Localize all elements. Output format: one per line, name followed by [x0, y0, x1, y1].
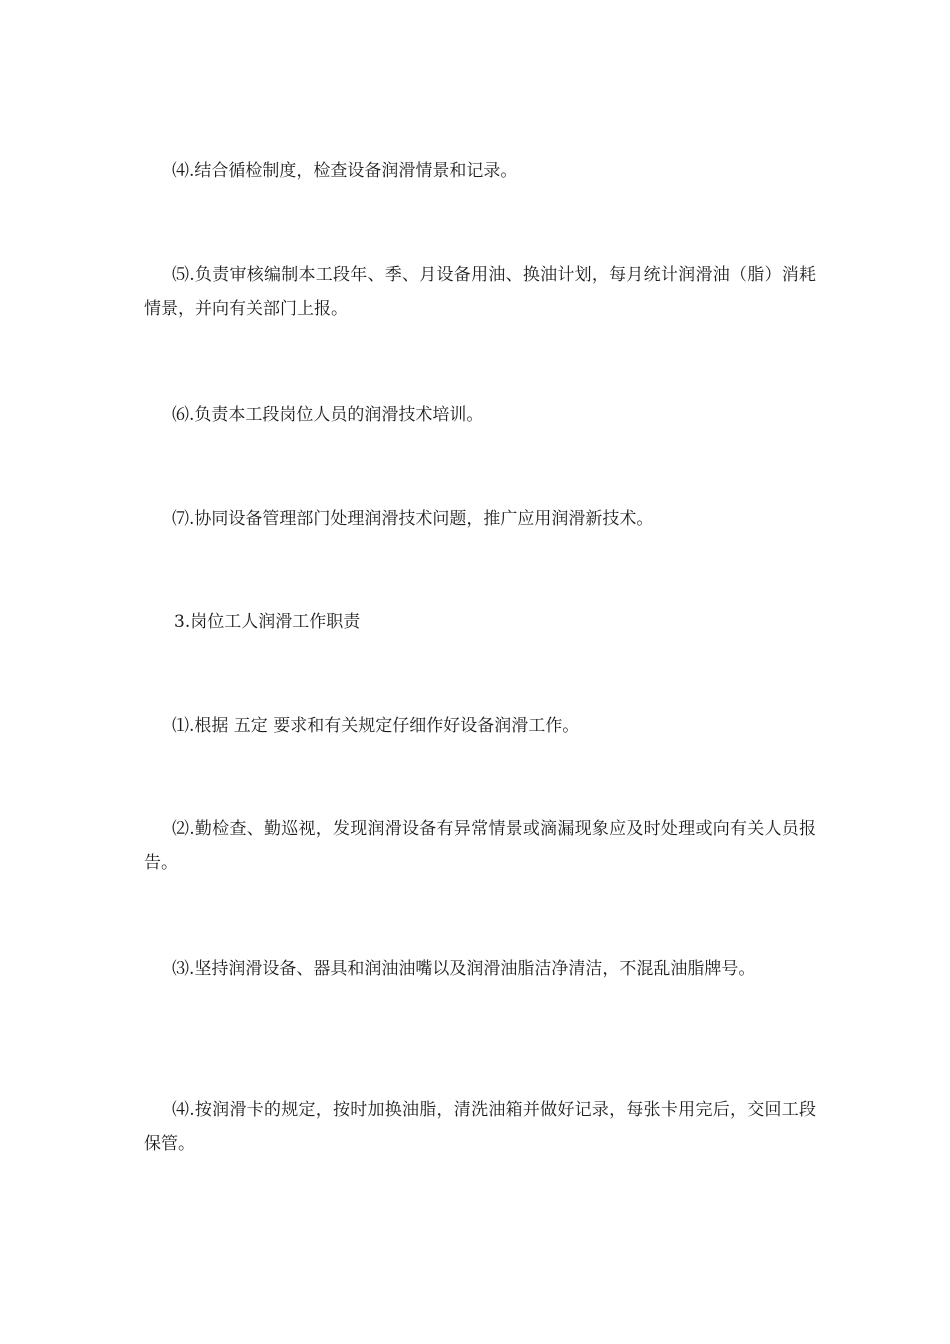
paragraph-cooperate: ⑺.协同设备管理部门处理润滑技术问题，推广应用润滑新技术。: [172, 509, 654, 529]
paragraph-patrol: ⑵.勤检查、勤巡视，发现润滑设备有异常情景或滴漏现象应及时处理或向有关人员报告。: [144, 819, 816, 873]
section-heading-worker-duties: 3.岗位工人润滑工作职责: [174, 612, 361, 632]
paragraph-cleanliness: ⑶.坚持润滑设备、器具和润油油嘴以及润滑油脂洁净清洁，不混乱油脂牌号。: [172, 959, 756, 979]
paragraph-lubrication-card: ⑷.按润滑卡的规定，按时加换油脂，清洗油箱并做好记录，每张卡用完后，交回工段保管。: [144, 1100, 816, 1154]
paragraph-oil-plan: ⑸.负责审核编制本工段年、季、月设备用油、换油计划，每月统计润滑油（脂）消耗情景，并向有关部门上报。: [144, 265, 816, 319]
paragraph-five-fixed: ⑴.根据 五定 要求和有关规定仔细作好设备润滑工作。: [172, 716, 580, 736]
paragraph-training: ⑹.负责本工段岗位人员的润滑技术培训。: [172, 405, 484, 425]
paragraph-inspection-records: ⑷.结合循检制度，检查设备润滑情景和记录。: [172, 161, 518, 181]
